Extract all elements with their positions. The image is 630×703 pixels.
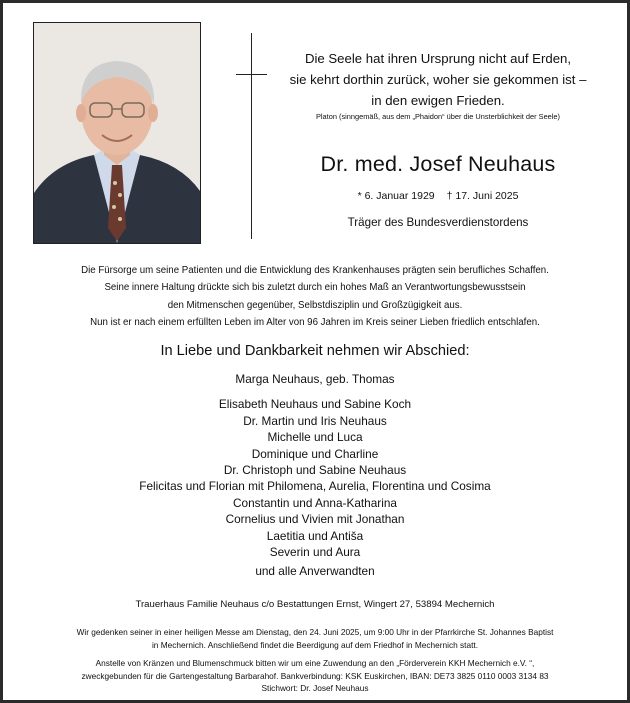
mass-info <box>30 626 600 652</box>
deceased-name: Dr. med. Josef Neuhaus <box>320 152 556 176</box>
mourner: Constantin und Anna-Katharina <box>233 495 397 510</box>
mourner: Laetitia und Antiša <box>266 528 364 543</box>
quote-line: sie kehrt dorthin zurück, woher sie gekommen ist – <box>289 72 587 87</box>
bio-line: den Mitmenschen gegenüber, Selbstdisziplin und Großzügigkeit aus. <box>167 299 463 311</box>
cross-icon-bar <box>236 74 267 75</box>
birth-date: * 6. Januar 1929 <box>357 190 435 202</box>
life-dates <box>278 190 598 202</box>
mourner: Dr. Martin und Iris Neuhaus <box>243 413 387 428</box>
mourner: Severin und Aura <box>269 544 361 559</box>
portrait-photo <box>33 22 201 244</box>
funeral-home-address: Trauerhaus Familie Neuhaus c/o Bestattungen Ernst, Wingert 27, 53894 Mechernich <box>135 599 495 610</box>
cross-icon <box>251 33 252 239</box>
death-date: † 17. Juni 2025 <box>446 190 519 202</box>
mourner: Felicitas und Florian mit Philomena, Aurelia, Florentina und Cosima <box>139 479 491 494</box>
mass-line: in Mechernich. Anschließend findet die Beerdigung auf dem Friedhof in Mechernich statt. <box>151 639 479 650</box>
mourners-list <box>20 371 610 560</box>
donation-info <box>30 657 600 695</box>
portrait-illustration <box>34 23 200 243</box>
bio-line: Seine innere Haltung drückte sich bis zuletzt durch ein hohes Maß an Verantwortungsbewusstsein <box>104 282 526 294</box>
spouse: Marga Neuhaus, geb. Thomas <box>235 372 395 386</box>
quote <box>278 48 598 111</box>
farewell-heading: In Liebe und Dankbarkeit nehmen wir Abschied: <box>160 343 470 359</box>
closing-line: und alle Anverwandten <box>255 564 375 578</box>
donation-line: zweckgebunden für die Gartengestaltung Barbarahof. Bankverbindung: KSK Euskirchen, IBAN: DE73 3825 0110 0003 3134 83 <box>81 670 549 681</box>
mourner: Michelle und Luca <box>267 430 363 445</box>
honor: Träger des Bundesverdienstordens <box>347 216 529 229</box>
bio-line: Nun ist er nach einem erfüllten Leben im Alter von 96 Jahren im Kreis seiner Lieben friedlich entschlafen. <box>90 317 540 329</box>
mourner: Dominique und Charline <box>251 446 379 461</box>
mourner: Dr. Christoph und Sabine Neuhaus <box>223 462 407 477</box>
quote-line: Die Seele hat ihren Ursprung nicht auf Erden, <box>304 51 572 66</box>
donation-keyword: Stichwort: Dr. Josef Neuhaus <box>261 683 369 694</box>
mourner: Elisabeth Neuhaus und Sabine Koch <box>218 397 412 412</box>
mass-line: Wir gedenken seiner in einer heiligen Messe am Dienstag, den 24. Juni 2025, um 9:00 Uhr in der Pfarrkirche St. Johannes Baptist <box>76 627 554 637</box>
mourner: Cornelius und Vivien mit Jonathan <box>225 512 405 527</box>
biography <box>20 262 610 332</box>
quote-source: Platon (sinngemäß, aus dem „Phaidon“ über die Unsterblichkeit der Seele) <box>315 112 561 121</box>
quote-line: in den ewigen Frieden. <box>371 93 505 108</box>
bio-line: Die Fürsorge um seine Patienten und die Entwicklung des Krankenhauses prägten sein berufliches Schaffen. <box>81 265 549 276</box>
donation-line: Anstelle von Kränzen und Blumenschmuck bitten wir um eine Zuwendung an den „Förderverein KKH Mechernich e.V. “, <box>95 658 535 668</box>
